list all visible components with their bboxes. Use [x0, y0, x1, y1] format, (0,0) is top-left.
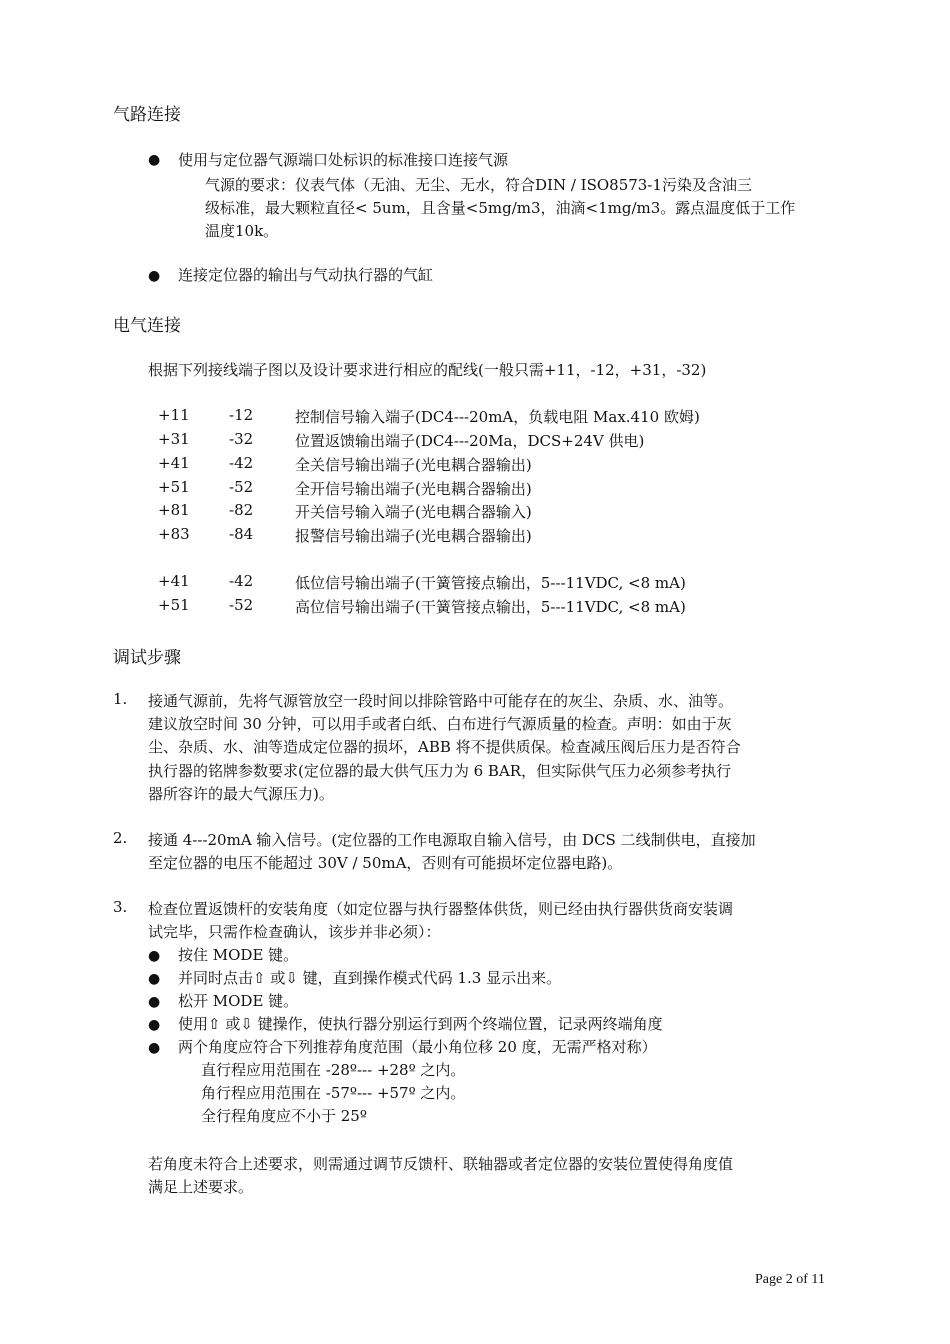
step-line: 至定位器的电压不能超过 30V / 50mA，否则有可能损坏定位器电路)。	[148, 854, 623, 872]
step-line: 接通 4---20mA 输入信号。(定位器的工作电源取自输入信号，由 DCS 二线制供电，直接加	[148, 831, 756, 849]
terminal-plus: +51	[158, 596, 190, 614]
section-heading-air: 气路连接	[113, 105, 181, 125]
terminal-minus: -42	[229, 572, 254, 590]
step-number: 2.	[113, 829, 128, 847]
terminal-minus: -52	[229, 478, 254, 496]
step3-bullet: 并同时点击⇧ 或⇩ 键，直到操作模式代码 1.3 显示出来。	[178, 969, 562, 987]
step-line: 器所容许的最大气源压力)。	[148, 785, 334, 803]
step-line: 执行器的铭牌参数要求(定位器的最大供气压力为 6 BAR，但实际供气压力必须参考执行	[148, 762, 732, 780]
bullet-icon: ●	[148, 948, 161, 964]
angle-range-line: 角行程应用范围在 -57º--- +57º 之内。	[201, 1084, 466, 1102]
terminal-plus: +81	[158, 501, 190, 519]
step-line: 尘、杂质、水、油等造成定位器的损坏，ABB 将不提供质保。检查减压阀后压力是否符合	[148, 738, 741, 756]
air-requirement-line: 气源的要求：仪表气体（无油、无尘、无水，符合DIN / ISO8573-1污染及含油三	[205, 176, 752, 194]
terminal-desc: 高位信号输出端子(干簧管接点输出，5---11VDC, <8 mA)	[295, 598, 686, 616]
terminal-desc: 低位信号输出端子(干簧管接点输出，5---11VDC, <8 mA)	[295, 574, 686, 592]
bullet-icon: ●	[148, 152, 161, 168]
terminal-minus: -42	[229, 454, 254, 472]
terminal-plus: +51	[158, 478, 190, 496]
angle-range-line: 直行程应用范围在 -28º--- +28º 之内。	[201, 1061, 466, 1079]
conclusion-line: 满足上述要求。	[148, 1178, 254, 1196]
step-line: 建议放空时间 30 分钟，可以用手或者白纸、白布进行气源质量的检查。声明：如由于灰	[148, 715, 732, 733]
air-bullet-1: 使用与定位器气源端口处标识的标准接口连接气源	[178, 151, 509, 169]
terminal-desc: 全关信号输出端子(光电耦合器输出)	[295, 456, 532, 474]
terminal-desc: 开关信号输入端子(光电耦合器输入)	[295, 503, 532, 521]
electrical-intro: 根据下列接线端子图以及设计要求进行相应的配线(一般只需+11，-12，+31，-32)	[148, 361, 707, 379]
step3-bullet: 使用⇧ 或⇩ 键操作，使执行器分别运行到两个终端位置，记录两终端角度	[178, 1015, 663, 1033]
terminal-minus: -32	[229, 430, 254, 448]
step3-bullet: 两个角度应符合下列推荐角度范围（最小角位移 20 度，无需严格对称）	[178, 1038, 657, 1056]
step-number: 3.	[113, 898, 128, 916]
step-number: 1.	[113, 690, 128, 708]
conclusion-line: 若角度未符合上述要求，则需通过调节反馈杆、联轴器或者定位器的安装位置使得角度值	[148, 1155, 734, 1173]
bullet-icon: ●	[148, 1040, 161, 1056]
step-line: 检查位置返馈杆的安装角度（如定位器与执行器整体供货，则已经由执行器供货商安装调	[148, 900, 734, 918]
terminal-plus: +11	[158, 406, 190, 424]
terminal-desc: 位置返馈输出端子(DC4---20Ma，DCS+24V 供电)	[295, 432, 645, 450]
section-heading-debug: 调试步骤	[113, 648, 181, 668]
air-requirement-line: 级标准，最大颗粒直径< 5um，且含量<5mg/m3，油滴<1mg/m3。露点温度低于工作	[205, 199, 796, 217]
air-bullet-2: 连接定位器的输出与气动执行器的气缸	[178, 266, 434, 284]
step-line: 接通气源前，先将气源管放空一段时间以排除管路中可能存在的灰尘、杂质、水、油等。	[148, 692, 734, 710]
terminal-desc: 全开信号输出端子(光电耦合器输出)	[295, 480, 532, 498]
air-requirement-line: 温度10k。	[205, 222, 279, 240]
step-line: 试完毕，只需作检查确认，该步并非必须）：	[148, 923, 441, 941]
section-heading-electrical: 电气连接	[113, 316, 181, 336]
step3-bullet: 按住 MODE 键。	[178, 946, 299, 964]
terminal-minus: -84	[229, 525, 254, 543]
bullet-icon: ●	[148, 268, 161, 284]
terminal-desc: 报警信号输出端子(光电耦合器输出)	[295, 527, 532, 545]
bullet-icon: ●	[148, 994, 161, 1010]
terminal-minus: -52	[229, 596, 254, 614]
page-number: Page 2 of 11	[755, 1272, 825, 1287]
terminal-plus: +83	[158, 525, 190, 543]
terminal-plus: +41	[158, 454, 190, 472]
bullet-icon: ●	[148, 971, 161, 987]
step3-bullet: 松开 MODE 键。	[178, 992, 299, 1010]
terminal-minus: -82	[229, 501, 254, 519]
bullet-icon: ●	[148, 1017, 161, 1033]
terminal-desc: 控制信号输入端子(DC4---20mA，负载电阻 Max.410 欧姆)	[295, 408, 700, 426]
terminal-plus: +41	[158, 572, 190, 590]
terminal-minus: -12	[229, 406, 254, 424]
terminal-plus: +31	[158, 430, 190, 448]
angle-range-line: 全行程角度应不小于 25º	[201, 1107, 367, 1125]
